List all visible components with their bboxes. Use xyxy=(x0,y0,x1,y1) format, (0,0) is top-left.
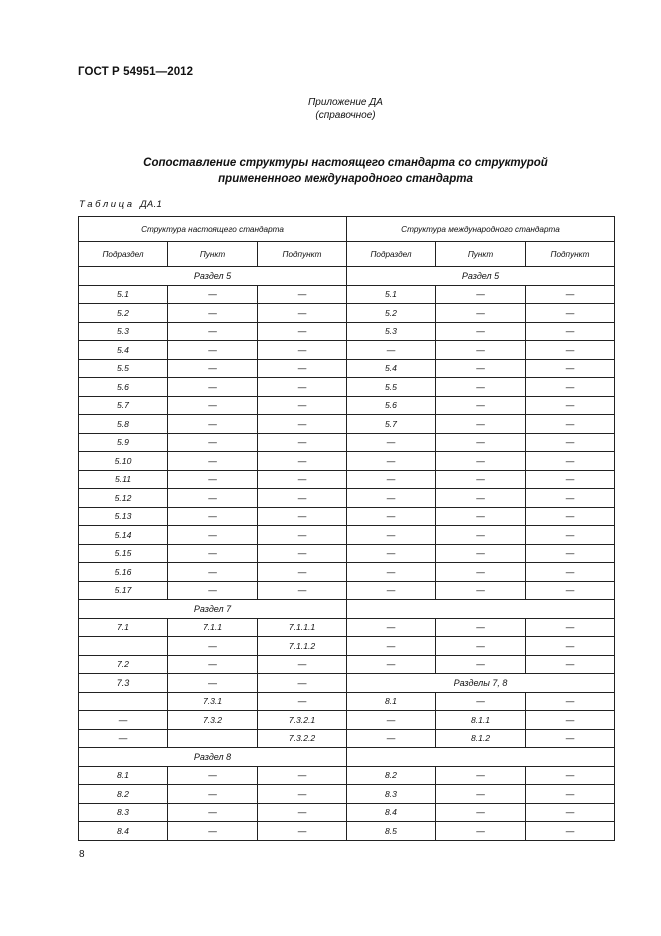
table-cell: 5.10 xyxy=(79,452,168,471)
table-cell: 7.1 xyxy=(79,618,168,637)
table-cell: 5.1 xyxy=(79,285,168,304)
section-cell: Раздел 8 xyxy=(79,748,347,767)
table-row xyxy=(79,544,615,563)
table-cell: — xyxy=(436,489,526,508)
table-row xyxy=(79,470,615,489)
table-row xyxy=(79,618,615,637)
table-cell: 8.2 xyxy=(79,785,168,804)
column-header-row xyxy=(79,242,615,267)
table-cell: — xyxy=(436,785,526,804)
table-cell: — xyxy=(436,692,526,711)
table-cell: 5.7 xyxy=(347,415,436,434)
table-cell: — xyxy=(347,655,436,674)
table-cell: — xyxy=(258,415,347,434)
table-cell: — xyxy=(526,396,615,415)
table-cell: 7.3.2.2 xyxy=(258,729,347,748)
table-cell: — xyxy=(526,507,615,526)
table-cell: — xyxy=(168,415,258,434)
table-cell: — xyxy=(258,803,347,822)
table-row xyxy=(79,729,615,748)
table-cell: — xyxy=(526,452,615,471)
table-cell: — xyxy=(168,470,258,489)
table-cell: 7.1.1.2 xyxy=(258,637,347,656)
table-cell: 7.3.2 xyxy=(168,711,258,730)
table-cell: — xyxy=(168,785,258,804)
table-row xyxy=(79,600,615,619)
table-cell: — xyxy=(436,415,526,434)
table-cell: 7.3.1 xyxy=(168,692,258,711)
table-cell: — xyxy=(258,433,347,452)
table-cell: — xyxy=(168,655,258,674)
table-cell: — xyxy=(526,470,615,489)
column-header: Подпункт xyxy=(258,242,347,267)
table-cell: — xyxy=(347,618,436,637)
table-cell: — xyxy=(168,526,258,545)
table-cell xyxy=(79,692,168,711)
document-code: ГОСТ Р 54951—2012 xyxy=(78,66,194,78)
table-cell: — xyxy=(436,341,526,360)
table-cell: — xyxy=(526,618,615,637)
table-cell: 8.1 xyxy=(79,766,168,785)
section-cell xyxy=(347,600,615,619)
group-header-row xyxy=(79,217,615,242)
table-cell: 7.3 xyxy=(79,674,168,693)
table-cell: — xyxy=(347,711,436,730)
table-cell: 5.5 xyxy=(347,378,436,397)
table-cell: — xyxy=(258,692,347,711)
table-row xyxy=(79,304,615,323)
table-cell: — xyxy=(436,304,526,323)
table-cell: 5.16 xyxy=(79,563,168,582)
table-caption xyxy=(79,199,162,210)
table-cell: — xyxy=(436,637,526,656)
column-header: Подраздел xyxy=(347,242,436,267)
column-header: Пункт xyxy=(168,242,258,267)
table-cell: — xyxy=(347,452,436,471)
table-cell: 5.6 xyxy=(347,396,436,415)
table-cell: — xyxy=(436,655,526,674)
table-cell: 5.4 xyxy=(79,341,168,360)
table-cell: — xyxy=(168,396,258,415)
table-cell: — xyxy=(436,359,526,378)
table-cell: — xyxy=(258,563,347,582)
table-cell: — xyxy=(258,322,347,341)
table-cell: — xyxy=(436,563,526,582)
table-cell: 5.5 xyxy=(79,359,168,378)
table-cell: 5.9 xyxy=(79,433,168,452)
table-row xyxy=(79,637,615,656)
main-title-line-2: примененного международного стандарта xyxy=(218,173,473,185)
table-cell: 5.2 xyxy=(347,304,436,323)
table-cell: — xyxy=(526,322,615,341)
table-cell: — xyxy=(258,581,347,600)
table-cell: — xyxy=(436,526,526,545)
table-cell: — xyxy=(168,581,258,600)
table-cell: — xyxy=(258,378,347,397)
table-cell: 5.14 xyxy=(79,526,168,545)
table-cell: — xyxy=(258,507,347,526)
table-cell: 5.3 xyxy=(347,322,436,341)
table-cell: 5.2 xyxy=(79,304,168,323)
table-cell: — xyxy=(168,322,258,341)
table-cell: 5.13 xyxy=(79,507,168,526)
table-row xyxy=(79,748,615,767)
table-cell: — xyxy=(526,655,615,674)
table-cell: — xyxy=(436,766,526,785)
table-cell: — xyxy=(436,507,526,526)
table-cell: — xyxy=(258,489,347,508)
table-cell: — xyxy=(168,341,258,360)
annex-subtitle: (справочное) xyxy=(315,110,376,121)
table-cell: — xyxy=(168,452,258,471)
table-cell: 5.15 xyxy=(79,544,168,563)
table-cell: 8.1.1 xyxy=(436,711,526,730)
table-row xyxy=(79,785,615,804)
table-cell: — xyxy=(258,470,347,489)
table-cell: — xyxy=(258,341,347,360)
table-cell: — xyxy=(258,452,347,471)
table-cell: — xyxy=(436,285,526,304)
table-cell: — xyxy=(347,507,436,526)
table-cell: — xyxy=(526,785,615,804)
table-cell: — xyxy=(526,822,615,841)
table-row xyxy=(79,489,615,508)
table-cell: — xyxy=(168,766,258,785)
table-cell: — xyxy=(526,489,615,508)
table-cell: — xyxy=(258,544,347,563)
table-cell: — xyxy=(526,341,615,360)
group-header-international: Структура международного стандарта xyxy=(347,217,615,242)
table-cell: — xyxy=(436,378,526,397)
table-row xyxy=(79,507,615,526)
table-cell: — xyxy=(526,711,615,730)
table-cell xyxy=(168,729,258,748)
page-number: 8 xyxy=(79,849,85,860)
table-cell: — xyxy=(347,489,436,508)
table-cell: 8.4 xyxy=(79,822,168,841)
section-cell: Раздел 5 xyxy=(79,267,347,286)
table-cell: — xyxy=(258,674,347,693)
table-cell: — xyxy=(526,766,615,785)
table-row xyxy=(79,433,615,452)
annex-title: Приложение ДА xyxy=(308,97,383,108)
table-cell: — xyxy=(258,785,347,804)
table-cell: — xyxy=(168,285,258,304)
table-cell: — xyxy=(168,304,258,323)
table-cell: 8.1.2 xyxy=(436,729,526,748)
table-cell: — xyxy=(526,304,615,323)
table-cell: — xyxy=(168,359,258,378)
table-cell: — xyxy=(436,822,526,841)
table-cell: — xyxy=(168,563,258,582)
table-cell: 5.8 xyxy=(79,415,168,434)
table-cell: 8.5 xyxy=(347,822,436,841)
table-cell: — xyxy=(526,526,615,545)
table-cell: — xyxy=(258,304,347,323)
table-row xyxy=(79,711,615,730)
table-row xyxy=(79,655,615,674)
group-header-national: Структура настоящего стандарта xyxy=(79,217,347,242)
table-cell: — xyxy=(436,322,526,341)
table-cell: 5.7 xyxy=(79,396,168,415)
table-row xyxy=(79,322,615,341)
table-cell: — xyxy=(526,359,615,378)
table-cell: 8.2 xyxy=(347,766,436,785)
table-cell: — xyxy=(347,526,436,545)
table-cell: — xyxy=(436,433,526,452)
table-cell: 8.3 xyxy=(347,785,436,804)
table-cell: — xyxy=(526,415,615,434)
table-row xyxy=(79,285,615,304)
table-cell: — xyxy=(526,285,615,304)
column-header: Подпункт xyxy=(526,242,615,267)
section-cell: Раздел 7 xyxy=(79,600,347,619)
section-cell xyxy=(347,748,615,767)
table-cell: — xyxy=(347,581,436,600)
table-row xyxy=(79,563,615,582)
table-cell: — xyxy=(526,692,615,711)
table-cell: — xyxy=(526,544,615,563)
table-cell: — xyxy=(526,729,615,748)
table-cell: — xyxy=(436,581,526,600)
main-title xyxy=(0,155,661,187)
table-cell: — xyxy=(168,822,258,841)
table-cell: — xyxy=(258,359,347,378)
table-cell: — xyxy=(347,470,436,489)
structure-comparison-table xyxy=(78,216,615,841)
table-row xyxy=(79,378,615,397)
table-cell: — xyxy=(258,526,347,545)
table-cell: — xyxy=(436,470,526,489)
annex-heading xyxy=(0,96,661,122)
table-cell: — xyxy=(258,766,347,785)
table-cell: — xyxy=(526,563,615,582)
table-row xyxy=(79,267,615,286)
table-cell: — xyxy=(258,285,347,304)
table-row xyxy=(79,766,615,785)
table-cell: — xyxy=(168,544,258,563)
table-cell: 5.11 xyxy=(79,470,168,489)
column-header: Пункт xyxy=(436,242,526,267)
table-cell: 5.12 xyxy=(79,489,168,508)
section-cell: Раздел 5 xyxy=(347,267,615,286)
table-cell: — xyxy=(168,378,258,397)
table-cell: 7.2 xyxy=(79,655,168,674)
table-cell xyxy=(79,637,168,656)
table-cell: — xyxy=(79,729,168,748)
table-row xyxy=(79,803,615,822)
table-cell: — xyxy=(347,544,436,563)
table-cell: — xyxy=(436,452,526,471)
table-cell: 5.3 xyxy=(79,322,168,341)
table-cell: — xyxy=(526,803,615,822)
table-cell: — xyxy=(347,729,436,748)
table-caption-word: Таблица xyxy=(79,199,135,210)
table-row xyxy=(79,674,615,693)
table-cell: 5.1 xyxy=(347,285,436,304)
table-row xyxy=(79,396,615,415)
table-cell: — xyxy=(168,507,258,526)
table-row xyxy=(79,526,615,545)
table-cell: 5.4 xyxy=(347,359,436,378)
table-cell: — xyxy=(168,433,258,452)
table-cell: — xyxy=(436,396,526,415)
table-cell: — xyxy=(347,563,436,582)
section-cell: Разделы 7, 8 xyxy=(347,674,615,693)
table-cell: — xyxy=(526,637,615,656)
table-row xyxy=(79,452,615,471)
table-cell: — xyxy=(258,396,347,415)
table-cell: 7.1.1.1 xyxy=(258,618,347,637)
table-cell: 7.1.1 xyxy=(168,618,258,637)
table-cell: — xyxy=(168,674,258,693)
table-cell: — xyxy=(258,655,347,674)
table-row xyxy=(79,822,615,841)
table-cell: 5.6 xyxy=(79,378,168,397)
table-cell: 8.1 xyxy=(347,692,436,711)
table-cell: — xyxy=(436,803,526,822)
table-cell: — xyxy=(526,433,615,452)
table-cell: 8.3 xyxy=(79,803,168,822)
table-cell: — xyxy=(168,489,258,508)
table-cell: — xyxy=(258,822,347,841)
table-cell: — xyxy=(436,544,526,563)
table-row xyxy=(79,415,615,434)
column-header: Подраздел xyxy=(79,242,168,267)
table-cell: — xyxy=(526,581,615,600)
table-cell: 5.17 xyxy=(79,581,168,600)
table-row xyxy=(79,359,615,378)
table-cell: 7.3.2.1 xyxy=(258,711,347,730)
table-cell: — xyxy=(347,433,436,452)
table-cell: — xyxy=(436,618,526,637)
table-cell: — xyxy=(168,803,258,822)
table-row xyxy=(79,581,615,600)
table-cell: — xyxy=(79,711,168,730)
main-title-line-1: Сопоставление структуры настоящего стандарта со структурой xyxy=(143,157,548,169)
table-cell: — xyxy=(526,378,615,397)
table-caption-number: ДА.1 xyxy=(139,199,163,210)
table-cell: — xyxy=(347,637,436,656)
table-cell: 8.4 xyxy=(347,803,436,822)
table-cell: — xyxy=(347,341,436,360)
table-cell: — xyxy=(168,637,258,656)
table-row xyxy=(79,341,615,360)
table-row xyxy=(79,692,615,711)
